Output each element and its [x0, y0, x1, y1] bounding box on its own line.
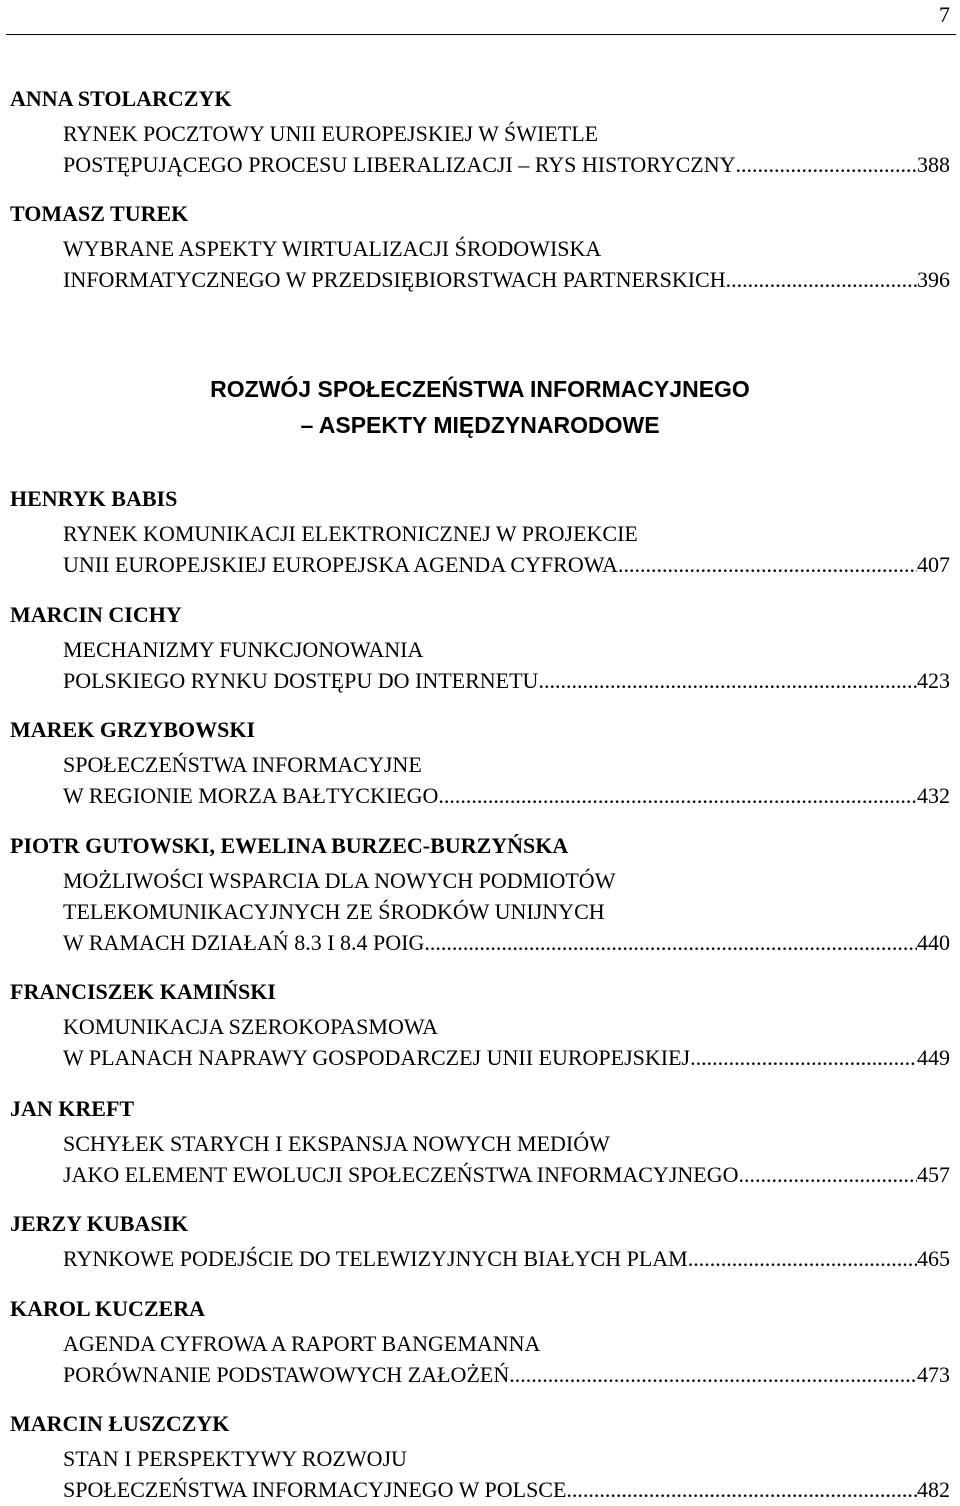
entry-title-line: KOMUNIKACJA SZEROKOPASMOWA	[63, 1014, 439, 1039]
entry-title-last-line	[63, 1160, 950, 1190]
dot-leader	[738, 1160, 917, 1190]
entry-title-line: WYBRANE ASPEKTY WIRTUALIZACJI ŚRODOWISKA	[63, 236, 602, 261]
entry-title-last-line	[63, 666, 950, 696]
entry-author: MARCIN ŁUSZCZYK	[10, 1411, 230, 1436]
dot-leader	[731, 265, 917, 295]
entry-author: KAROL KUCZERA	[10, 1296, 205, 1321]
entry-page-number: 388	[917, 152, 950, 177]
entry-title-line: RYNEK KOMUNIKACJI ELEKTRONICZNEJ W PROJEKCIE	[63, 521, 638, 546]
entry-author: JAN KREFT	[10, 1096, 135, 1121]
entry-page-number: 432	[917, 783, 950, 808]
entry-title-line: RYNEK POCZTOWY UNII EUROPEJSKIEJ W ŚWIETLE	[63, 121, 599, 146]
entry-title-text: INFORMATYCZNEGO W PRZEDSIĘBIORSTWACH PARTNERSKICH.	[63, 267, 732, 292]
entry-title-line: MOŻLIWOŚCI WSPARCIA DLA NOWYCH PODMIOTÓW	[63, 868, 616, 893]
entry-title-last-line	[63, 265, 950, 295]
entry-title-last-line	[63, 1244, 950, 1274]
entry-page-number: 473	[917, 1362, 950, 1387]
entry-page-number: 457	[917, 1162, 950, 1187]
entry-title-line: STAN I PERSPEKTYWY ROZWOJU	[63, 1446, 407, 1471]
entry-title-last-line	[63, 1360, 950, 1390]
entry-author: ANNA STOLARCZYK	[10, 86, 232, 111]
entry-page-number: 449	[917, 1045, 950, 1070]
entry-author: MAREK GRZYBOWSKI	[10, 717, 256, 742]
entry-title-text: W PLANACH NAPRAWY GOSPODARCZEJ UNII EUROPEJSKIEJ	[63, 1045, 691, 1070]
entry-page-number: 396	[917, 267, 950, 292]
dot-leader	[509, 1360, 917, 1390]
entry-title-last-line	[63, 1475, 950, 1505]
entry-page-number: 440	[917, 930, 950, 955]
entry-title-last-line	[63, 1043, 950, 1073]
dot-leader	[736, 150, 917, 180]
entry-title-text: POSTĘPUJĄCEGO PROCESU LIBERALIZACJI – RYS HISTORYCZNY	[63, 152, 736, 177]
entry-title-line: AGENDA CYFROWA A RAPORT BANGEMANNA	[63, 1331, 541, 1356]
entry-title-last-line	[63, 150, 950, 180]
entry-author: MARCIN CICHY	[10, 602, 182, 627]
entry-title-line: SPOŁECZEŃSTWA INFORMACYJNE	[63, 752, 422, 777]
dot-leader	[566, 1475, 917, 1505]
entry-title-text: RYNKOWE PODEJŚCIE DO TELEWIZYJNYCH BIAŁYCH PLAM	[63, 1246, 688, 1271]
entry-author: PIOTR GUTOWSKI, EWELINA BURZEC-BURZYŃSKA	[10, 833, 569, 858]
entry-title-text: PORÓWNANIE PODSTAWOWYCH ZAŁOŻEŃ	[63, 1362, 510, 1387]
entry-title-last-line	[63, 550, 950, 580]
entry-author: TOMASZ TUREK	[10, 201, 189, 226]
entry-title-last-line	[63, 928, 950, 958]
entry-author: JERZY KUBASIK	[10, 1211, 189, 1236]
dot-leader	[618, 550, 917, 580]
entry-page-number: 465	[917, 1246, 950, 1271]
entry-page-number: 407	[917, 552, 950, 577]
entry-title-last-line	[63, 781, 950, 811]
section-heading-line-1: ROZWÓJ SPOŁECZEŃSTWA INFORMACYJNEGO	[210, 376, 750, 402]
dot-leader	[538, 666, 917, 696]
entry-title-text: JAKO ELEMENT EWOLUCJI SPOŁECZEŃSTWA INFORMACYJNEGO	[63, 1162, 739, 1187]
entry-author: FRANCISZEK KAMIŃSKI	[10, 979, 276, 1004]
entry-title-text: W REGIONIE MORZA BAŁTYCKIEGO	[63, 783, 439, 808]
entry-title-text: UNII EUROPEJSKIEJ EUROPEJSKA AGENDA CYFROWA	[63, 552, 618, 577]
entry-title-text: W RAMACH DZIAŁAŃ 8.3 I 8.4 POIG	[63, 930, 425, 955]
entry-title-text: POLSKIEGO RYNKU DOSTĘPU DO INTERNETU	[63, 668, 539, 693]
entry-author: HENRYK BABIS	[10, 486, 178, 511]
entry-page-number: 423	[917, 668, 950, 693]
entry-title-line: TELEKOMUNIKACYJNYCH ZE ŚRODKÓW UNIJNYCH	[63, 899, 605, 924]
entry-title-line: MECHANIZMY FUNKCJONOWANIA	[63, 637, 424, 662]
header-rule	[6, 34, 956, 35]
dot-leader	[690, 1043, 917, 1073]
dot-leader	[438, 781, 917, 811]
section-heading-line-2: – ASPEKTY MIĘDZYNARODOWE	[300, 412, 660, 438]
dot-leader	[424, 928, 917, 958]
entry-title-text: SPOŁECZEŃSTWA INFORMACYJNEGO W POLSCE	[63, 1477, 567, 1502]
entry-page-number: 482	[917, 1477, 950, 1502]
dot-leader	[688, 1244, 917, 1274]
entry-title-line: SCHYŁEK STARYCH I EKSPANSJA NOWYCH MEDIÓW	[63, 1131, 610, 1156]
page-number: 7	[939, 2, 950, 27]
